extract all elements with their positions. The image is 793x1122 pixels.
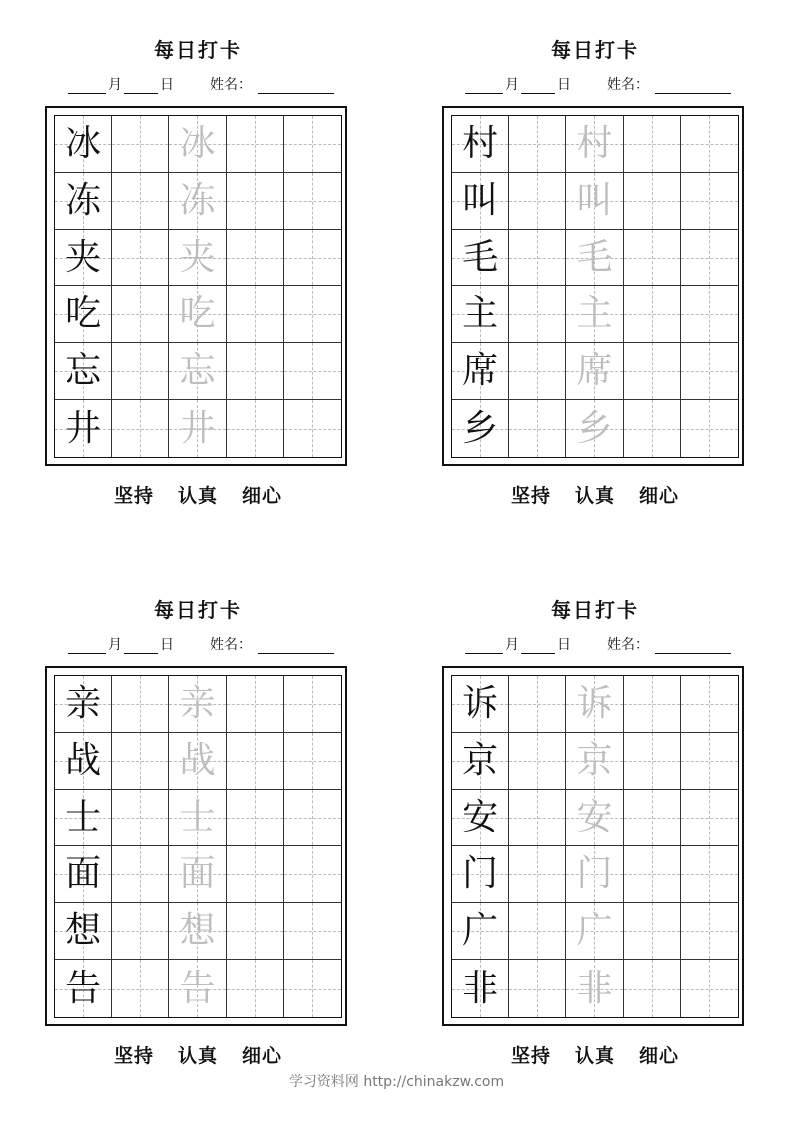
practice-cell[interactable] [681, 960, 738, 1017]
model-char: 主 [462, 293, 499, 335]
practice-cell[interactable] [509, 676, 566, 733]
model-char: 忘 [65, 350, 102, 392]
practice-cell[interactable] [624, 846, 681, 903]
month-label: 月 [505, 77, 519, 93]
practice-cell[interactable] [624, 903, 681, 960]
model-char: 吃 [65, 293, 102, 335]
month-label: 月 [505, 637, 519, 653]
trace-char: 乡 [576, 407, 613, 449]
practice-cell[interactable] [112, 286, 169, 343]
trace-char-cell[interactable] [566, 286, 623, 343]
writing-grid-frame [442, 666, 744, 1026]
card-title: 每日打卡 [154, 598, 242, 622]
card-title: 每日打卡 [154, 38, 242, 62]
trace-char-cell[interactable] [566, 230, 623, 287]
practice-cell[interactable] [112, 846, 169, 903]
practice-cell[interactable] [681, 343, 738, 400]
practice-cell[interactable] [284, 846, 341, 903]
trace-char: 京 [576, 739, 613, 781]
month-blank[interactable] [465, 92, 503, 94]
motto [45, 1041, 351, 1068]
model-char: 乡 [462, 407, 499, 449]
writing-grid [451, 675, 739, 1018]
practice-cell[interactable] [284, 960, 341, 1017]
practice-cell[interactable] [624, 790, 681, 847]
site-footer: 学习资料网 http://chinakzw.com [288, 1074, 505, 1090]
practice-cell[interactable] [681, 846, 738, 903]
practice-cell[interactable] [112, 116, 169, 173]
card-title: 每日打卡 [551, 598, 639, 622]
practice-cell[interactable] [681, 173, 738, 230]
model-char: 安 [462, 796, 499, 838]
practice-cell[interactable] [284, 676, 341, 733]
trace-char: 亲 [179, 682, 216, 724]
date-name-line [66, 634, 336, 654]
practice-cell[interactable] [624, 676, 681, 733]
trace-char: 士 [179, 796, 216, 838]
practice-cell[interactable] [509, 400, 566, 457]
practice-cell[interactable] [509, 230, 566, 287]
model-char: 士 [65, 796, 102, 838]
practice-cell[interactable] [227, 960, 284, 1017]
practice-cell[interactable] [509, 116, 566, 173]
practice-cell[interactable] [509, 733, 566, 790]
model-char-cell [452, 343, 509, 400]
trace-char-cell[interactable] [169, 733, 226, 790]
model-char-cell [452, 846, 509, 903]
day-blank[interactable] [521, 92, 555, 94]
model-char-cell [55, 230, 112, 287]
name-label: 姓名： [210, 77, 252, 93]
trace-char: 想 [179, 910, 216, 952]
model-char-cell [55, 846, 112, 903]
trace-char-cell[interactable] [566, 116, 623, 173]
model-char-cell [55, 173, 112, 230]
name-blank[interactable] [655, 92, 731, 94]
practice-cell[interactable] [284, 116, 341, 173]
model-char-cell [55, 676, 112, 733]
trace-char: 夹 [179, 236, 216, 278]
date-name-line [463, 74, 733, 94]
practice-cell[interactable] [509, 286, 566, 343]
model-char-cell [452, 960, 509, 1017]
trace-char-cell[interactable] [169, 400, 226, 457]
trace-char-cell[interactable] [566, 960, 623, 1017]
model-char-cell [452, 230, 509, 287]
trace-char: 席 [576, 350, 613, 392]
trace-char: 战 [179, 739, 216, 781]
practice-cell[interactable] [624, 733, 681, 790]
model-char: 村 [462, 122, 499, 164]
practice-cell[interactable] [227, 400, 284, 457]
model-char: 面 [65, 853, 102, 895]
model-char-cell [55, 903, 112, 960]
trace-char-cell[interactable] [566, 173, 623, 230]
model-char-cell [55, 960, 112, 1017]
practice-cell[interactable] [624, 230, 681, 287]
trace-char: 忘 [179, 350, 216, 392]
practice-cell[interactable] [112, 400, 169, 457]
motto [45, 481, 351, 508]
practice-cell[interactable] [284, 903, 341, 960]
practice-cell[interactable] [284, 230, 341, 287]
practice-cell[interactable] [509, 790, 566, 847]
trace-char: 叫 [576, 179, 613, 221]
practice-cell[interactable] [112, 790, 169, 847]
writing-grid [54, 115, 342, 458]
trace-char-cell[interactable] [169, 790, 226, 847]
trace-char-cell[interactable] [566, 733, 623, 790]
practice-cell[interactable] [509, 903, 566, 960]
trace-char-cell[interactable] [566, 846, 623, 903]
motto-word: 细心 [242, 1045, 283, 1067]
practice-cell[interactable] [509, 960, 566, 1017]
model-char-cell [452, 286, 509, 343]
trace-char: 门 [576, 853, 613, 895]
model-char: 亲 [65, 682, 102, 724]
date-name-line [463, 634, 733, 654]
practice-cell[interactable] [112, 676, 169, 733]
writing-grid [451, 115, 739, 458]
practice-cell[interactable] [624, 173, 681, 230]
practice-cell[interactable] [284, 790, 341, 847]
model-char-cell [55, 343, 112, 400]
motto-word: 坚持 [113, 485, 154, 507]
trace-char: 主 [576, 293, 613, 335]
trace-char: 面 [179, 853, 216, 895]
trace-char-cell[interactable] [169, 676, 226, 733]
writing-grid-frame [442, 106, 744, 466]
trace-char-cell[interactable] [169, 116, 226, 173]
trace-char: 井 [179, 407, 216, 449]
model-char: 告 [65, 967, 102, 1009]
model-char-cell [452, 676, 509, 733]
practice-cell[interactable] [227, 343, 284, 400]
practice-cell[interactable] [681, 400, 738, 457]
model-char: 席 [462, 350, 499, 392]
practice-cell[interactable] [112, 173, 169, 230]
practice-cell[interactable] [227, 173, 284, 230]
practice-cell[interactable] [624, 116, 681, 173]
day-label: 日 [160, 77, 174, 93]
writing-grid-frame [45, 666, 347, 1026]
model-char: 门 [462, 853, 499, 895]
model-char-cell [452, 173, 509, 230]
practice-cell[interactable] [112, 960, 169, 1017]
month-blank[interactable] [465, 652, 503, 654]
day-label: 日 [557, 637, 571, 653]
writing-grid [54, 675, 342, 1018]
practice-cell[interactable] [227, 903, 284, 960]
day-blank[interactable] [521, 652, 555, 654]
model-char-cell [55, 286, 112, 343]
model-char: 诉 [462, 682, 499, 724]
model-char-cell [55, 116, 112, 173]
motto-word: 认真 [177, 1045, 218, 1067]
day-label: 日 [557, 77, 571, 93]
model-char-cell [55, 733, 112, 790]
trace-char-cell[interactable] [566, 790, 623, 847]
motto [442, 1041, 748, 1068]
practice-cell[interactable] [681, 230, 738, 287]
practice-cell[interactable] [681, 733, 738, 790]
practice-cell[interactable] [112, 230, 169, 287]
practice-cell[interactable] [681, 286, 738, 343]
practice-cell[interactable] [227, 230, 284, 287]
practice-cell[interactable] [227, 286, 284, 343]
practice-cell[interactable] [509, 846, 566, 903]
trace-char: 村 [576, 122, 613, 164]
practice-cell[interactable] [284, 286, 341, 343]
motto [442, 481, 748, 508]
practice-cell[interactable] [681, 676, 738, 733]
model-char: 冻 [65, 179, 102, 221]
model-char-cell [452, 400, 509, 457]
trace-char: 毛 [576, 236, 613, 278]
practice-cell[interactable] [509, 343, 566, 400]
month-label: 月 [108, 637, 122, 653]
model-char: 冰 [65, 122, 102, 164]
practice-cell[interactable] [227, 733, 284, 790]
trace-char-cell[interactable] [169, 343, 226, 400]
trace-char: 非 [576, 967, 613, 1009]
motto-word: 坚持 [510, 485, 551, 507]
model-char: 夹 [65, 236, 102, 278]
practice-cell[interactable] [624, 343, 681, 400]
practice-cell[interactable] [624, 960, 681, 1017]
name-blank[interactable] [258, 652, 334, 654]
trace-char-cell[interactable] [566, 400, 623, 457]
day-blank[interactable] [124, 652, 158, 654]
practice-cell[interactable] [624, 400, 681, 457]
month-blank[interactable] [68, 652, 106, 654]
motto-word: 认真 [574, 1045, 615, 1067]
model-char: 叫 [462, 179, 499, 221]
motto-word: 认真 [177, 485, 218, 507]
trace-char-cell[interactable] [169, 173, 226, 230]
name-blank[interactable] [258, 92, 334, 94]
motto-word: 认真 [574, 485, 615, 507]
trace-char: 冻 [179, 179, 216, 221]
practice-cell[interactable] [112, 343, 169, 400]
trace-char-cell[interactable] [169, 846, 226, 903]
trace-char-cell[interactable] [169, 230, 226, 287]
practice-cell[interactable] [681, 790, 738, 847]
trace-char-cell[interactable] [169, 960, 226, 1017]
model-char: 想 [65, 910, 102, 952]
trace-char: 冰 [179, 122, 216, 164]
day-blank[interactable] [124, 92, 158, 94]
trace-char: 安 [576, 796, 613, 838]
model-char: 非 [462, 967, 499, 1009]
motto-word: 细心 [639, 1045, 680, 1067]
model-char-cell [55, 400, 112, 457]
model-char-cell [55, 790, 112, 847]
practice-cell[interactable] [284, 733, 341, 790]
practice-cell[interactable] [227, 676, 284, 733]
model-char-cell [452, 733, 509, 790]
practice-cell[interactable] [681, 903, 738, 960]
practice-cell[interactable] [284, 400, 341, 457]
name-label: 姓名： [607, 637, 649, 653]
trace-char-cell[interactable] [566, 676, 623, 733]
date-name-line [66, 74, 336, 94]
practice-cell[interactable] [284, 343, 341, 400]
name-label: 姓名： [607, 77, 649, 93]
trace-char-cell[interactable] [169, 286, 226, 343]
practice-cell[interactable] [227, 846, 284, 903]
month-blank[interactable] [68, 92, 106, 94]
model-char: 广 [462, 910, 499, 952]
practice-cell[interactable] [284, 173, 341, 230]
name-blank[interactable] [655, 652, 731, 654]
trace-char-cell[interactable] [566, 343, 623, 400]
card-title: 每日打卡 [551, 38, 639, 62]
practice-cell[interactable] [624, 286, 681, 343]
motto-word: 坚持 [510, 1045, 551, 1067]
writing-grid-frame [45, 106, 347, 466]
trace-char: 告 [179, 967, 216, 1009]
day-label: 日 [160, 637, 174, 653]
model-char-cell [452, 790, 509, 847]
trace-char: 吃 [179, 293, 216, 335]
practice-cell[interactable] [681, 116, 738, 173]
practice-cell[interactable] [227, 790, 284, 847]
trace-char-cell[interactable] [566, 903, 623, 960]
model-char: 毛 [462, 236, 499, 278]
motto-word: 细心 [639, 485, 680, 507]
trace-char: 广 [576, 910, 613, 952]
trace-char-cell[interactable] [169, 903, 226, 960]
model-char: 京 [462, 739, 499, 781]
model-char-cell [452, 903, 509, 960]
model-char: 战 [65, 739, 102, 781]
trace-char: 诉 [576, 682, 613, 724]
motto-word: 坚持 [113, 1045, 154, 1067]
practice-cell[interactable] [509, 173, 566, 230]
month-label: 月 [108, 77, 122, 93]
practice-cell[interactable] [112, 733, 169, 790]
name-label: 姓名： [210, 637, 252, 653]
practice-cell[interactable] [227, 116, 284, 173]
model-char: 井 [65, 407, 102, 449]
motto-word: 细心 [242, 485, 283, 507]
practice-cell[interactable] [112, 903, 169, 960]
model-char-cell [452, 116, 509, 173]
